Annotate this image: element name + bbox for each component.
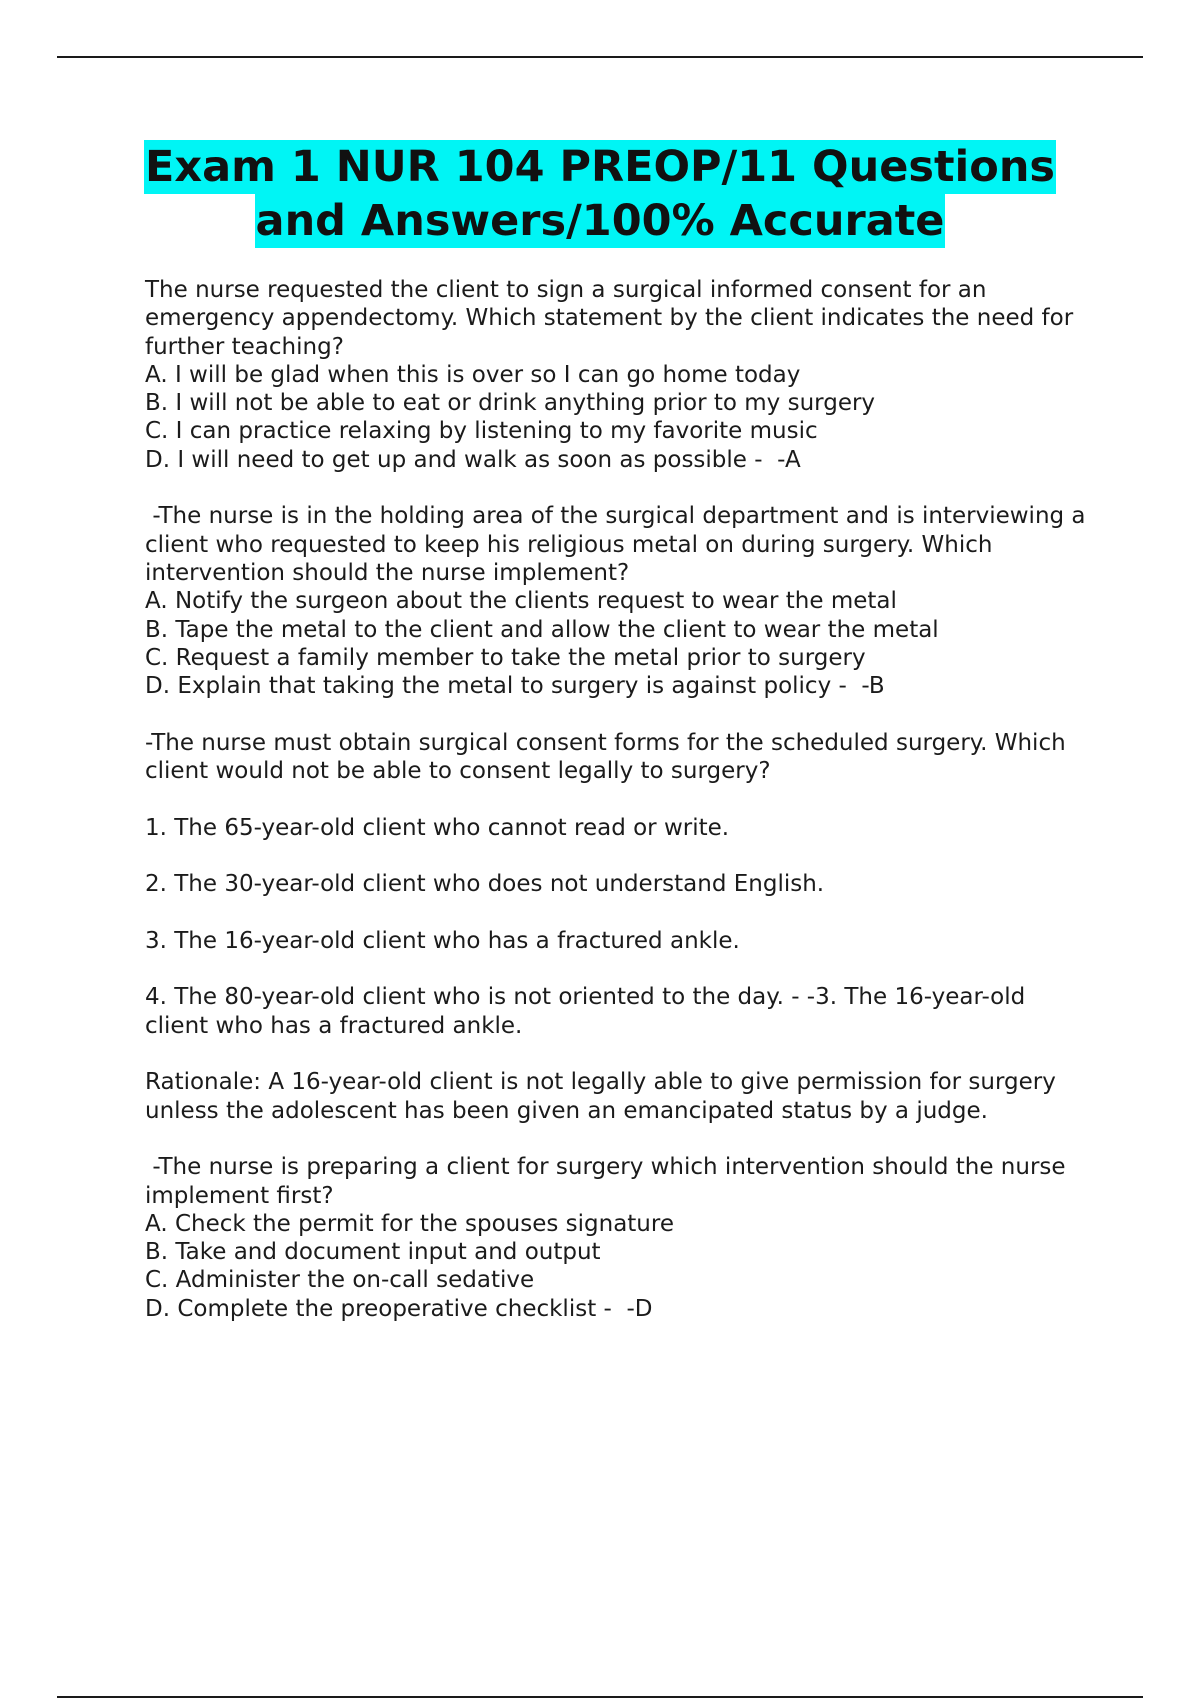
- answer-option: C. Request a family member to take the metal prior to surgery: [145, 644, 866, 671]
- answer-option: B. I will not be able to eat or drink anything prior to my surgery: [145, 390, 876, 417]
- answer-option: C. Administer the on-call sedative: [145, 1267, 535, 1294]
- bottom-rule: [57, 1696, 1143, 1698]
- answer-option: A. Notify the surgeon about the clients request to wear the metal: [145, 588, 897, 615]
- answer-option: 2. The 30-year-old client who does not understand English.: [145, 871, 825, 898]
- document-title: [0, 140, 1200, 248]
- title-line-1: Exam 1 NUR 104 PREOP/11 Questions: [144, 142, 1056, 192]
- question-4: [145, 1153, 1095, 1323]
- rationale-text: Rationale: A 16-year-old client is not legally able to give permission for surgery unless the adolescent has been given an emancipated status by a judge.: [145, 1069, 1056, 1124]
- answer-option: A. Check the permit for the spouses signature: [145, 1210, 674, 1237]
- answer-option: 1. The 65-year-old client who cannot read or write.: [145, 814, 730, 841]
- answer-option: B. Take and document input and output: [145, 1239, 601, 1266]
- answer-option: A. I will be glad when this is over so I can go home today: [145, 361, 801, 388]
- answer-option: D. Explain that taking the metal to surgery is against policy - -B: [145, 673, 885, 700]
- answer-option: C. I can practice relaxing by listening to my favorite music: [145, 418, 818, 445]
- top-rule: [57, 56, 1143, 58]
- question-stem: -The nurse is in the holding area of the surgical department and is interviewing a client who requested to keep his religious metal on during surgery. Which intervention should the nurse implement?: [145, 503, 1093, 586]
- question-stem: The nurse requested the client to sign a surgical informed consent for an emergency appendectomy. Which statement by the client indicates the need for further teaching?: [145, 277, 1081, 360]
- question-3: [145, 729, 1095, 1125]
- question-1: [145, 276, 1095, 474]
- answer-option: 4. The 80-year-old client who is not oriented to the day. - -3. The 16-year-old client who has a fractured ankle.: [145, 984, 1026, 1039]
- document-body: [145, 276, 1095, 1351]
- title-line-2: and Answers/100% Accurate: [255, 196, 945, 246]
- question-stem: -The nurse is preparing a client for surgery which intervention should the nurse implement first?: [145, 1154, 1073, 1209]
- answer-option: B. Tape the metal to the client and allow the client to wear the metal: [145, 616, 939, 643]
- answer-option: 3. The 16-year-old client who has a fractured ankle.: [145, 927, 740, 954]
- answer-option: D. I will need to get up and walk as soon as possible - -A: [145, 446, 801, 473]
- answer-option: D. Complete the preoperative checklist - -D: [145, 1295, 653, 1322]
- question-2: [145, 502, 1095, 700]
- question-stem: -The nurse must obtain surgical consent forms for the scheduled surgery. Which client would not be able to consent legally to surgery?: [145, 729, 1066, 785]
